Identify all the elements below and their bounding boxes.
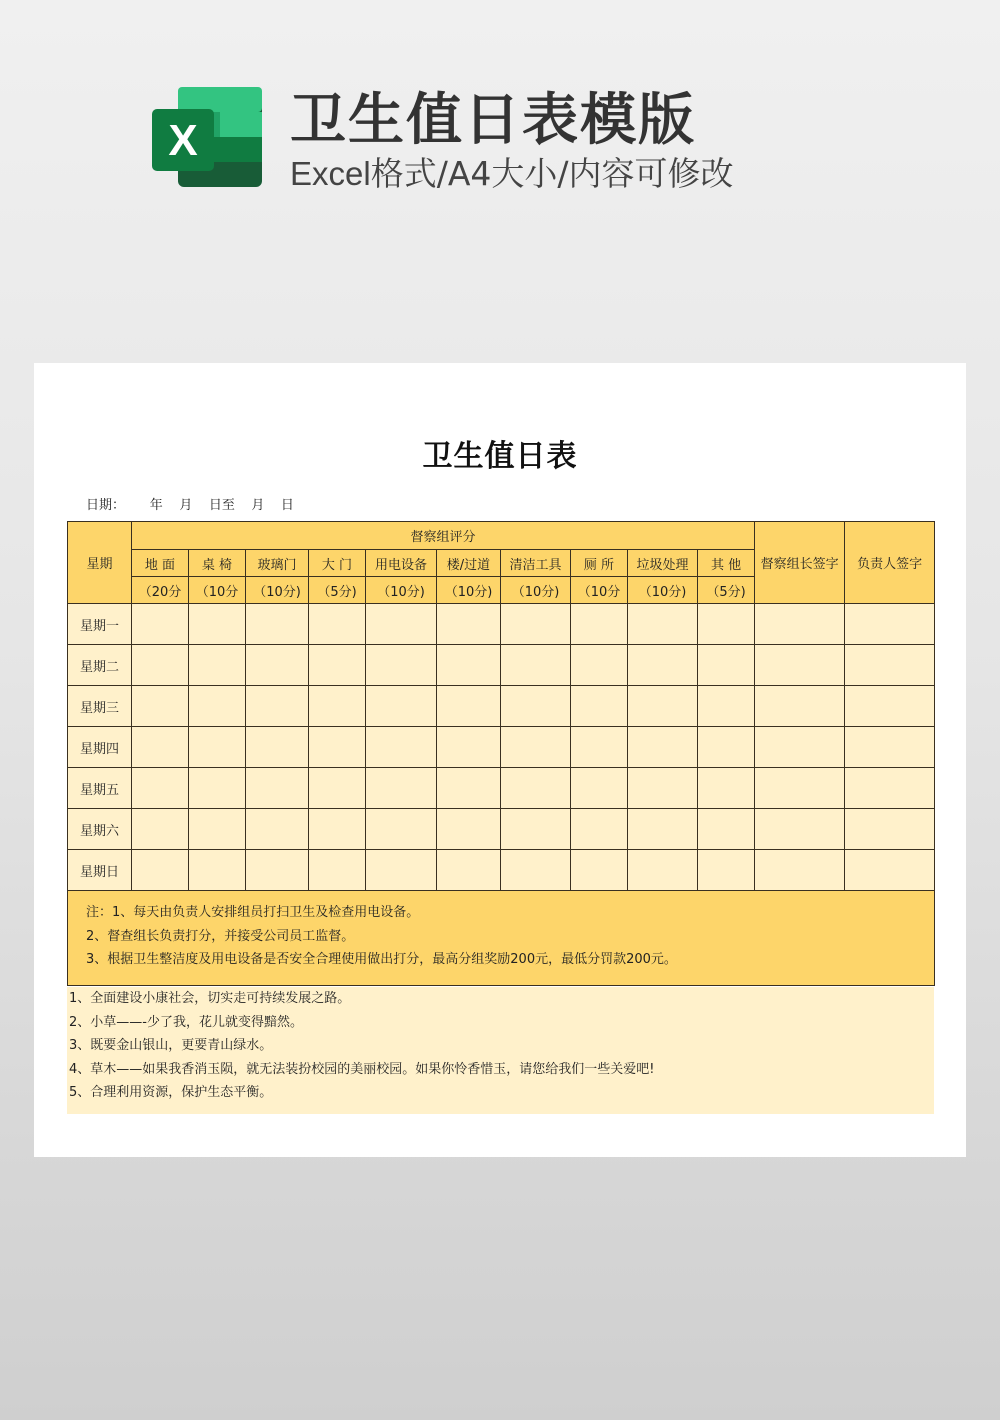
score-cell[interactable]	[246, 645, 309, 686]
score-cell[interactable]	[366, 768, 437, 809]
score-cell[interactable]	[132, 686, 189, 727]
score-cell[interactable]	[309, 768, 366, 809]
score-cell[interactable]	[132, 850, 189, 891]
column-name: 清洁工具	[501, 550, 571, 577]
column-score: （5分)	[698, 577, 755, 604]
score-cell[interactable]	[698, 727, 755, 768]
score-cell[interactable]	[501, 850, 571, 891]
score-cell[interactable]	[132, 809, 189, 850]
score-cell[interactable]	[132, 727, 189, 768]
score-cell[interactable]	[246, 809, 309, 850]
weekday-label: 星期三	[68, 686, 132, 727]
column-score: （5分)	[309, 577, 366, 604]
score-cell[interactable]	[501, 727, 571, 768]
slogan-list	[67, 987, 934, 1114]
score-cell[interactable]	[571, 850, 628, 891]
score-cell[interactable]	[189, 727, 246, 768]
slogan-item: 2、小草——-少了我，花儿就变得黯然。	[69, 1014, 303, 1030]
score-cell[interactable]	[698, 809, 755, 850]
table-row	[68, 604, 935, 645]
score-cell[interactable]	[437, 727, 501, 768]
owner-sign-cell[interactable]	[845, 645, 935, 686]
leader-sign-cell[interactable]	[755, 768, 845, 809]
score-cell[interactable]	[189, 604, 246, 645]
table-row	[68, 645, 935, 686]
note-text: 2、督查组长负责打分，并接受公司员工监督。	[86, 928, 355, 944]
score-cell[interactable]	[698, 604, 755, 645]
score-cell[interactable]	[437, 686, 501, 727]
table-row	[68, 686, 935, 727]
weekday-label: 星期六	[68, 809, 132, 850]
score-cell[interactable]	[309, 850, 366, 891]
leader-sign-cell[interactable]	[755, 850, 845, 891]
score-cell[interactable]	[246, 686, 309, 727]
score-cell[interactable]	[698, 686, 755, 727]
owner-sign-cell[interactable]	[845, 850, 935, 891]
owner-sign-cell[interactable]	[845, 727, 935, 768]
excel-logo-icon	[152, 87, 264, 187]
column-name: 地 面	[132, 550, 189, 577]
score-cell[interactable]	[246, 768, 309, 809]
table-row	[68, 727, 935, 768]
template-header	[152, 82, 872, 192]
column-name: 其 他	[698, 550, 755, 577]
score-cell[interactable]	[501, 686, 571, 727]
template-subtitle	[290, 148, 734, 195]
score-cell[interactable]	[309, 645, 366, 686]
score-cell[interactable]	[437, 645, 501, 686]
column-score: （10分)	[437, 577, 501, 604]
score-cell[interactable]	[437, 850, 501, 891]
owner-sign-header: 负责人签字	[845, 522, 935, 604]
score-cell[interactable]	[571, 686, 628, 727]
note-line	[86, 925, 934, 949]
document-page	[34, 363, 966, 1157]
score-cell[interactable]	[501, 604, 571, 645]
score-cell[interactable]	[132, 604, 189, 645]
slogan-item: 4、草木——如果我香消玉陨，就无法装扮校园的美丽校园。如果你怜香惜玉，请您给我们一些关爱吧!	[69, 1061, 655, 1077]
column-score: （10分)	[366, 577, 437, 604]
duty-table	[67, 521, 935, 986]
table-row	[68, 809, 935, 850]
score-cell[interactable]	[628, 809, 698, 850]
score-cell[interactable]	[246, 850, 309, 891]
score-cell[interactable]	[246, 604, 309, 645]
leader-sign-cell[interactable]	[755, 686, 845, 727]
column-score: （10分)	[501, 577, 571, 604]
table-row	[68, 850, 935, 891]
excel-logo-letter: X	[168, 116, 198, 165]
date-line: 日期： 年 月 日至 月 日	[86, 498, 294, 513]
leader-sign-cell[interactable]	[755, 727, 845, 768]
weekday-label: 星期四	[68, 727, 132, 768]
subtitle-rest: 格式/A4大小/内容可修改	[370, 154, 734, 193]
owner-sign-cell[interactable]	[845, 604, 935, 645]
column-score: （20分	[132, 577, 189, 604]
column-name: 大 门	[309, 550, 366, 577]
score-cell[interactable]	[309, 686, 366, 727]
owner-sign-cell[interactable]	[845, 768, 935, 809]
column-score: （10分	[571, 577, 628, 604]
score-cell[interactable]	[437, 809, 501, 850]
score-cell[interactable]	[366, 604, 437, 645]
column-score: （10分	[189, 577, 246, 604]
score-cell[interactable]	[246, 727, 309, 768]
score-cell[interactable]	[189, 686, 246, 727]
weekday-label: 星期一	[68, 604, 132, 645]
score-cell[interactable]	[571, 645, 628, 686]
document-title: 卫生值日表	[422, 439, 578, 474]
score-cell[interactable]	[366, 645, 437, 686]
leader-sign-header: 督察组长签字	[755, 522, 845, 604]
score-cell[interactable]	[437, 604, 501, 645]
score-cell[interactable]	[698, 850, 755, 891]
score-cell[interactable]	[309, 727, 366, 768]
score-cell[interactable]	[189, 850, 246, 891]
column-name: 玻璃门	[246, 550, 309, 577]
weekday-label: 星期五	[68, 768, 132, 809]
score-cell[interactable]	[132, 645, 189, 686]
score-cell[interactable]	[698, 768, 755, 809]
score-cell[interactable]	[309, 604, 366, 645]
score-cell[interactable]	[366, 850, 437, 891]
leader-sign-cell[interactable]	[755, 645, 845, 686]
template-title: 卫生值日表模版	[290, 88, 696, 153]
slogan-item: 3、既要金山银山，更要青山绿水。	[69, 1038, 273, 1053]
slogan-item: 5、合理利用资源，保护生态平衡。	[69, 1085, 273, 1100]
score-cell[interactable]	[501, 768, 571, 809]
leader-sign-cell[interactable]	[755, 604, 845, 645]
score-cell[interactable]	[628, 604, 698, 645]
weekday-label: 星期二	[68, 645, 132, 686]
score-cell[interactable]	[189, 768, 246, 809]
owner-sign-cell[interactable]	[845, 809, 935, 850]
score-cell[interactable]	[628, 645, 698, 686]
note-line: 注：1、每天由负责人安排组员打扫卫生及检查用电设备。	[86, 905, 420, 920]
score-cell[interactable]	[366, 809, 437, 850]
score-cell[interactable]	[132, 768, 189, 809]
score-cell[interactable]	[628, 850, 698, 891]
score-cell[interactable]	[309, 809, 366, 850]
column-score: （10分)	[246, 577, 309, 604]
group-score-header: 督察组评分	[132, 522, 755, 550]
notes-box	[68, 891, 935, 986]
table-row	[68, 768, 935, 809]
score-cell[interactable]	[571, 727, 628, 768]
column-name: 用电设备	[366, 550, 437, 577]
score-cell[interactable]	[366, 686, 437, 727]
weekday-header: 星期	[68, 522, 132, 604]
leader-sign-cell[interactable]	[755, 809, 845, 850]
score-cell[interactable]	[571, 768, 628, 809]
weekday-label: 星期日	[68, 850, 132, 891]
score-cell[interactable]	[501, 809, 571, 850]
score-cell[interactable]	[628, 768, 698, 809]
score-cell[interactable]	[571, 604, 628, 645]
slogan-item: 1、全面建设小康社会，切实走可持续发展之路。	[69, 991, 351, 1006]
score-cell[interactable]	[189, 809, 246, 850]
score-cell[interactable]	[189, 645, 246, 686]
score-cell[interactable]	[698, 645, 755, 686]
column-name: 厕 所	[571, 550, 628, 577]
score-cell[interactable]	[366, 727, 437, 768]
owner-sign-cell[interactable]	[845, 686, 935, 727]
score-cell[interactable]	[628, 727, 698, 768]
column-name: 楼/过道	[437, 550, 501, 577]
score-cell[interactable]	[501, 645, 571, 686]
score-cell[interactable]	[628, 686, 698, 727]
column-score: （10分)	[628, 577, 698, 604]
score-cell[interactable]	[571, 809, 628, 850]
column-name: 垃圾处理	[628, 550, 698, 577]
note-line	[86, 948, 934, 972]
note-text: 3、根据卫生整洁度及用电设备是否安全合理使用做出打分，最高分组奖励200元，最低分罚款200元。	[86, 952, 677, 967]
subtitle-prefix: Excel	[290, 155, 371, 192]
column-name: 桌 椅	[189, 550, 246, 577]
score-cell[interactable]	[437, 768, 501, 809]
